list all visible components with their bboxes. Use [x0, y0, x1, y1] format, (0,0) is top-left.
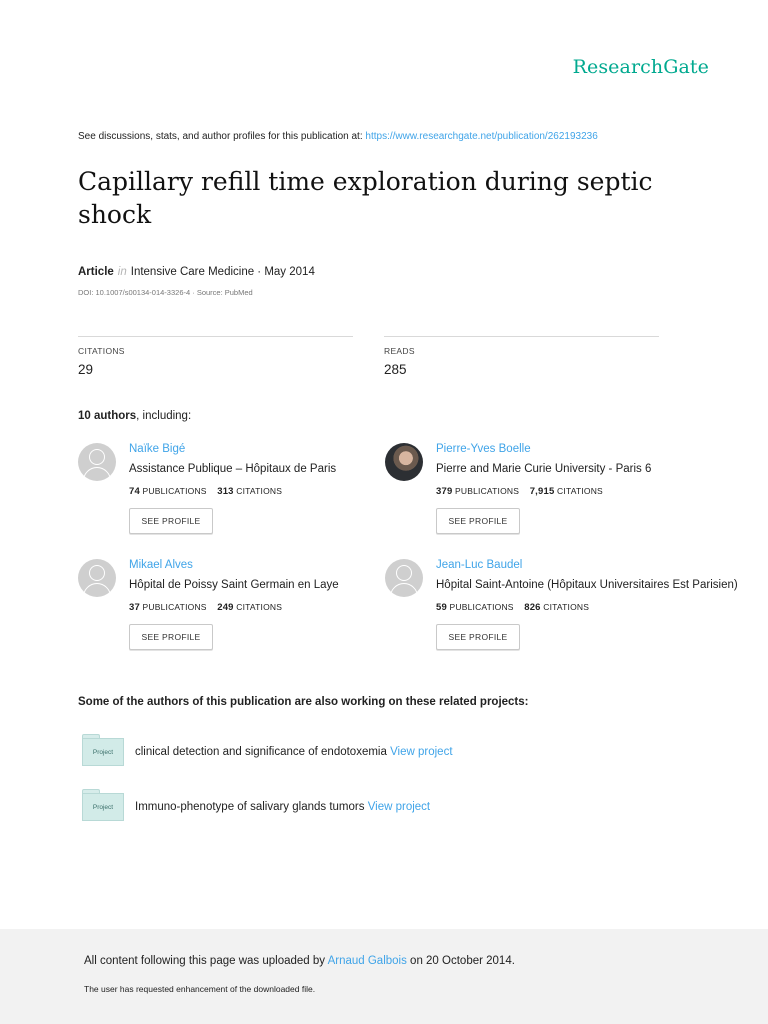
author-citations-label: CITATIONS [236, 486, 283, 496]
upload-suffix: on 20 October 2014. [406, 955, 515, 967]
citations-count: 29 [78, 362, 94, 377]
project-item [82, 734, 682, 766]
view-project-link[interactable]: View project [367, 801, 431, 813]
user-placeholder-icon[interactable] [78, 559, 116, 597]
reads-count: 285 [384, 362, 407, 377]
author-stats [129, 602, 282, 613]
author-citations-label: CITATIONS [236, 602, 283, 612]
avatar-shoulders-shape [83, 583, 111, 603]
avatar-shoulders-shape [390, 583, 418, 603]
author-card [78, 443, 398, 553]
uploader-link[interactable]: Arnaud Galbois [327, 955, 407, 967]
user-placeholder-icon[interactable] [385, 559, 423, 597]
author-stats [129, 486, 282, 497]
author-stats [436, 486, 603, 497]
publication-url-link[interactable]: https://www.researchgate.net/publication/262193236 [365, 131, 598, 142]
author-citations-count: 7,915 [529, 486, 555, 497]
upload-footer [0, 929, 768, 1024]
author-stats [436, 602, 589, 613]
author-institution: Hôpital Saint-Antoine (Hôpitaux Universitaires Est Parisien) [436, 579, 738, 591]
author-citations-count: 826 [524, 602, 541, 613]
view-project-link[interactable]: View project [390, 746, 453, 758]
author-citations-count: 313 [217, 486, 234, 497]
author-publications-count: 379 [436, 486, 453, 497]
journal-and-date[interactable]: Intensive Care Medicine · May 2014 [130, 266, 315, 278]
in-word: in [117, 266, 127, 278]
author-citations-label: CITATIONS [543, 602, 590, 612]
author-name-link[interactable]: Jean-Luc Baudel [436, 559, 523, 571]
author-name-link[interactable]: Mikael Alves [129, 559, 193, 571]
author-institution: Hôpital de Poissy Saint Germain en Laye [129, 579, 339, 591]
project-title: Immuno-phenotype of salivary glands tumors [135, 801, 365, 813]
author-photo[interactable] [385, 443, 423, 481]
author-name-link[interactable]: Naïke Bigé [129, 443, 186, 455]
related-projects-heading: Some of the authors of this publication are also working on these related projects: [78, 696, 529, 708]
avatar-shoulders-shape [83, 467, 111, 487]
author-publications-label: PUBLICATIONS [455, 486, 520, 496]
upload-prefix: All content following this page was uploaded by [84, 955, 328, 967]
author-publications-label: PUBLICATIONS [142, 602, 207, 612]
citations-label: CITATIONS [78, 346, 125, 356]
author-publications-label: PUBLICATIONS [142, 486, 207, 496]
researchgate-logo[interactable]: ResearchGate [572, 56, 709, 78]
author-card [385, 443, 705, 553]
authors-heading [78, 410, 191, 422]
author-card [385, 559, 738, 669]
upload-notice [84, 955, 515, 967]
project-description [135, 801, 430, 813]
user-placeholder-icon[interactable] [78, 443, 116, 481]
author-name-link[interactable]: Pierre-Yves Boelle [436, 443, 531, 455]
project-item [82, 789, 682, 821]
author-citations-label: CITATIONS [557, 486, 603, 496]
reads-label: READS [384, 346, 415, 356]
see-profile-button[interactable]: SEE PROFILE [129, 508, 213, 534]
publication-meta [78, 266, 315, 278]
see-profile-button[interactable]: SEE PROFILE [436, 508, 520, 534]
author-publications-count: 74 [129, 486, 140, 497]
author-institution: Pierre and Marie Curie University - Paris 6 [436, 463, 652, 475]
author-card [78, 559, 398, 669]
author-citations-count: 249 [217, 602, 234, 613]
author-institution: Assistance Publique – Hôpitaux de Paris [129, 463, 337, 475]
avatar-head-shape [89, 565, 105, 581]
enhancement-note: The user has requested enhancement of the downloaded file. [84, 984, 316, 994]
publication-title: Capillary refill time exploration during septic shock [78, 167, 653, 229]
author-publications-count: 59 [436, 602, 447, 613]
author-publications-label: PUBLICATIONS [449, 602, 514, 612]
authors-count: 10 authors [78, 410, 137, 422]
folder-label: Project [82, 738, 124, 766]
doi-source: DOI: 10.1007/s00134-014-3326-4 · Source: PubMed [78, 288, 253, 297]
reads-stat [384, 336, 659, 377]
discussion-notice [78, 131, 598, 142]
see-profile-button[interactable]: SEE PROFILE [129, 624, 213, 650]
citations-stat [78, 336, 353, 377]
publication-type: Article [78, 266, 114, 278]
discussion-text: See discussions, stats, and author profiles for this publication at: [78, 131, 366, 142]
project-description [135, 746, 453, 758]
project-folder-icon[interactable] [82, 734, 124, 766]
author-publications-count: 37 [129, 602, 140, 613]
avatar-head-shape [396, 565, 412, 581]
project-folder-icon[interactable] [82, 789, 124, 821]
avatar-head-shape [89, 449, 105, 465]
folder-label: Project [82, 793, 124, 821]
authors-including: , including: [136, 410, 192, 422]
project-title: clinical detection and significance of endotoxemia [135, 746, 387, 758]
see-profile-button[interactable]: SEE PROFILE [436, 624, 520, 650]
